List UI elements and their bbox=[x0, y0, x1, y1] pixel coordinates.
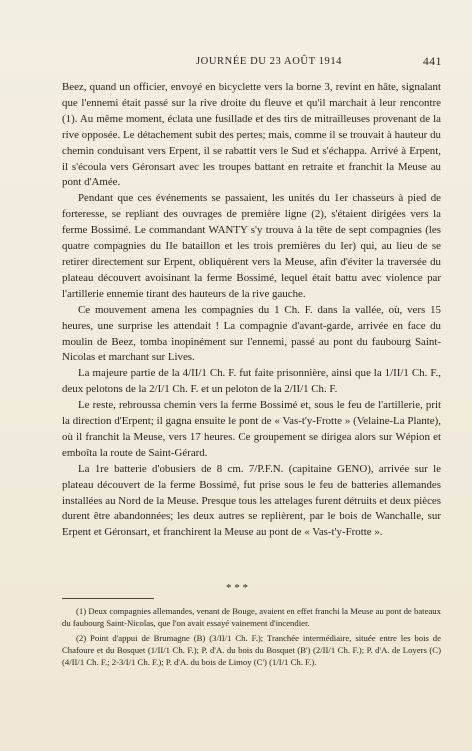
footnote: (2) Point d'appui de Brumagne (B) (3/II/1 Ch. F.); Tranchée intermédiaire, située entre les bois de Chafoure et du Bosquet (1/II/1 Ch. F.); P. d'A. du bois du Bosquet (B') (2/II/1 Ch. F.); P. d'A. de Loyers (C) (4/II/1 Ch. F.; 2-3/I/1 Ch. F.); P. d'A. du bois de Limoy (C') (1/I/1 Ch. F.). bbox=[62, 633, 441, 668]
footnotes bbox=[62, 605, 441, 671]
paragraph: Ce mouvement amena les compagnies du 1 Ch. F. dans la vallée, où, vers 15 heures, une surprise les attendait ! La compagnie d'avant-garde, arrivée en face du moulin de Beez, tomba inopinément sur l'ennemi, passé au pont du faubourg Saint-Nicolas et marchant sur Lives. bbox=[62, 303, 441, 364]
paragraph: Beez, quand un officier, envoyé en bicyclette vers la borne 3, revint en hâte, signalant que l'ennemi était passé sur la rive droite du fleuve et qu'il marchait à leur rencontre (1). Au même moment, éclata une fusillade et des tirs de mitrailleuses provenant de la rive opposée. Le détachement subit des pertes; mais, comme il se trouvait à hauteur du chemin conduisant vers Erpent, il se rabattit vers le Sud et s'échappa. Arrivé à Erpent, il s'écoula vers Géronsart avec les troupes battant en retraite et franchit la Meuse au pont d'Amée. bbox=[62, 81, 441, 189]
page-header bbox=[62, 56, 442, 70]
page-number: 441 bbox=[422, 56, 442, 68]
footnote: (1) Deux compagnies allemandes, venant de Bouge, avaient en effet franchi la Meuse au pont de bateaux du faubourg Saint-Nicolas, que l'on avait essayé vainement d'incendier. bbox=[62, 606, 441, 629]
paragraph: La majeure partie de la 4/II/1 Ch. F. fut faite prisonnière, ainsi que la 1/II/1 Ch. F., deux pelotons de la 2/I/1 Ch. F. et un peloton de la 2/II/1 Ch. F. bbox=[62, 367, 441, 396]
asterism-separator: * * * bbox=[226, 582, 248, 594]
running-title: JOURNÉE DU 23 AOÛT 1914 bbox=[196, 56, 343, 67]
paragraph: Pendant que ces événements se passaient, les unités du 1er chasseurs à pied de forteresse, se repliant des ouvrages de première ligne (2), s'étaient dirigées vers la ferme Bossimé. Le commandant WANTY s'y trouva à la tête de sept compagnies (les quatre compagnies du IIe bataillon et les trois premières du Ier) qui, au lieu de se retirer directement sur Erpent, obliquèrent vers la Meuse, afin d'éviter la traversée du plateau découvert avoisinant la ferme Bossimé, lequel était battu avec violence par l'artillerie ennemie tirant des hauteurs de la rive gauche. bbox=[62, 192, 441, 300]
paragraph: La 1re batterie d'obusiers de 8 cm. 7/P.F.N. (capitaine GENO), arrivée sur le plateau découvert de la ferme Bossimé, fut prise sous le feu de batteries allemandes installées au Nord de la Meuse. Presque tous les attelages furent détruits et deux pièces durent être abandonnées; les deux autres se replièrent, par le bois de Wanchalle, sur Erpent et Géronsart, et franchirent la Meuse au pont de « Vas-t'y-Frotte ». bbox=[62, 462, 441, 539]
main-text bbox=[62, 80, 441, 541]
footnote-rule bbox=[62, 598, 154, 599]
paragraph: Le reste, rebroussa chemin vers la ferme Bossimé et, sous le feu de l'artillerie, prit la direction d'Erpent; il gagna ensuite le pont de « Vas-t'y-Frotte » (Velaine-La Plante), où il franchit la Meuse, vers 17 heures. Ce groupement se dirigea alors sur Wépion et emboîta la route de Saint-Gérard. bbox=[62, 399, 441, 459]
